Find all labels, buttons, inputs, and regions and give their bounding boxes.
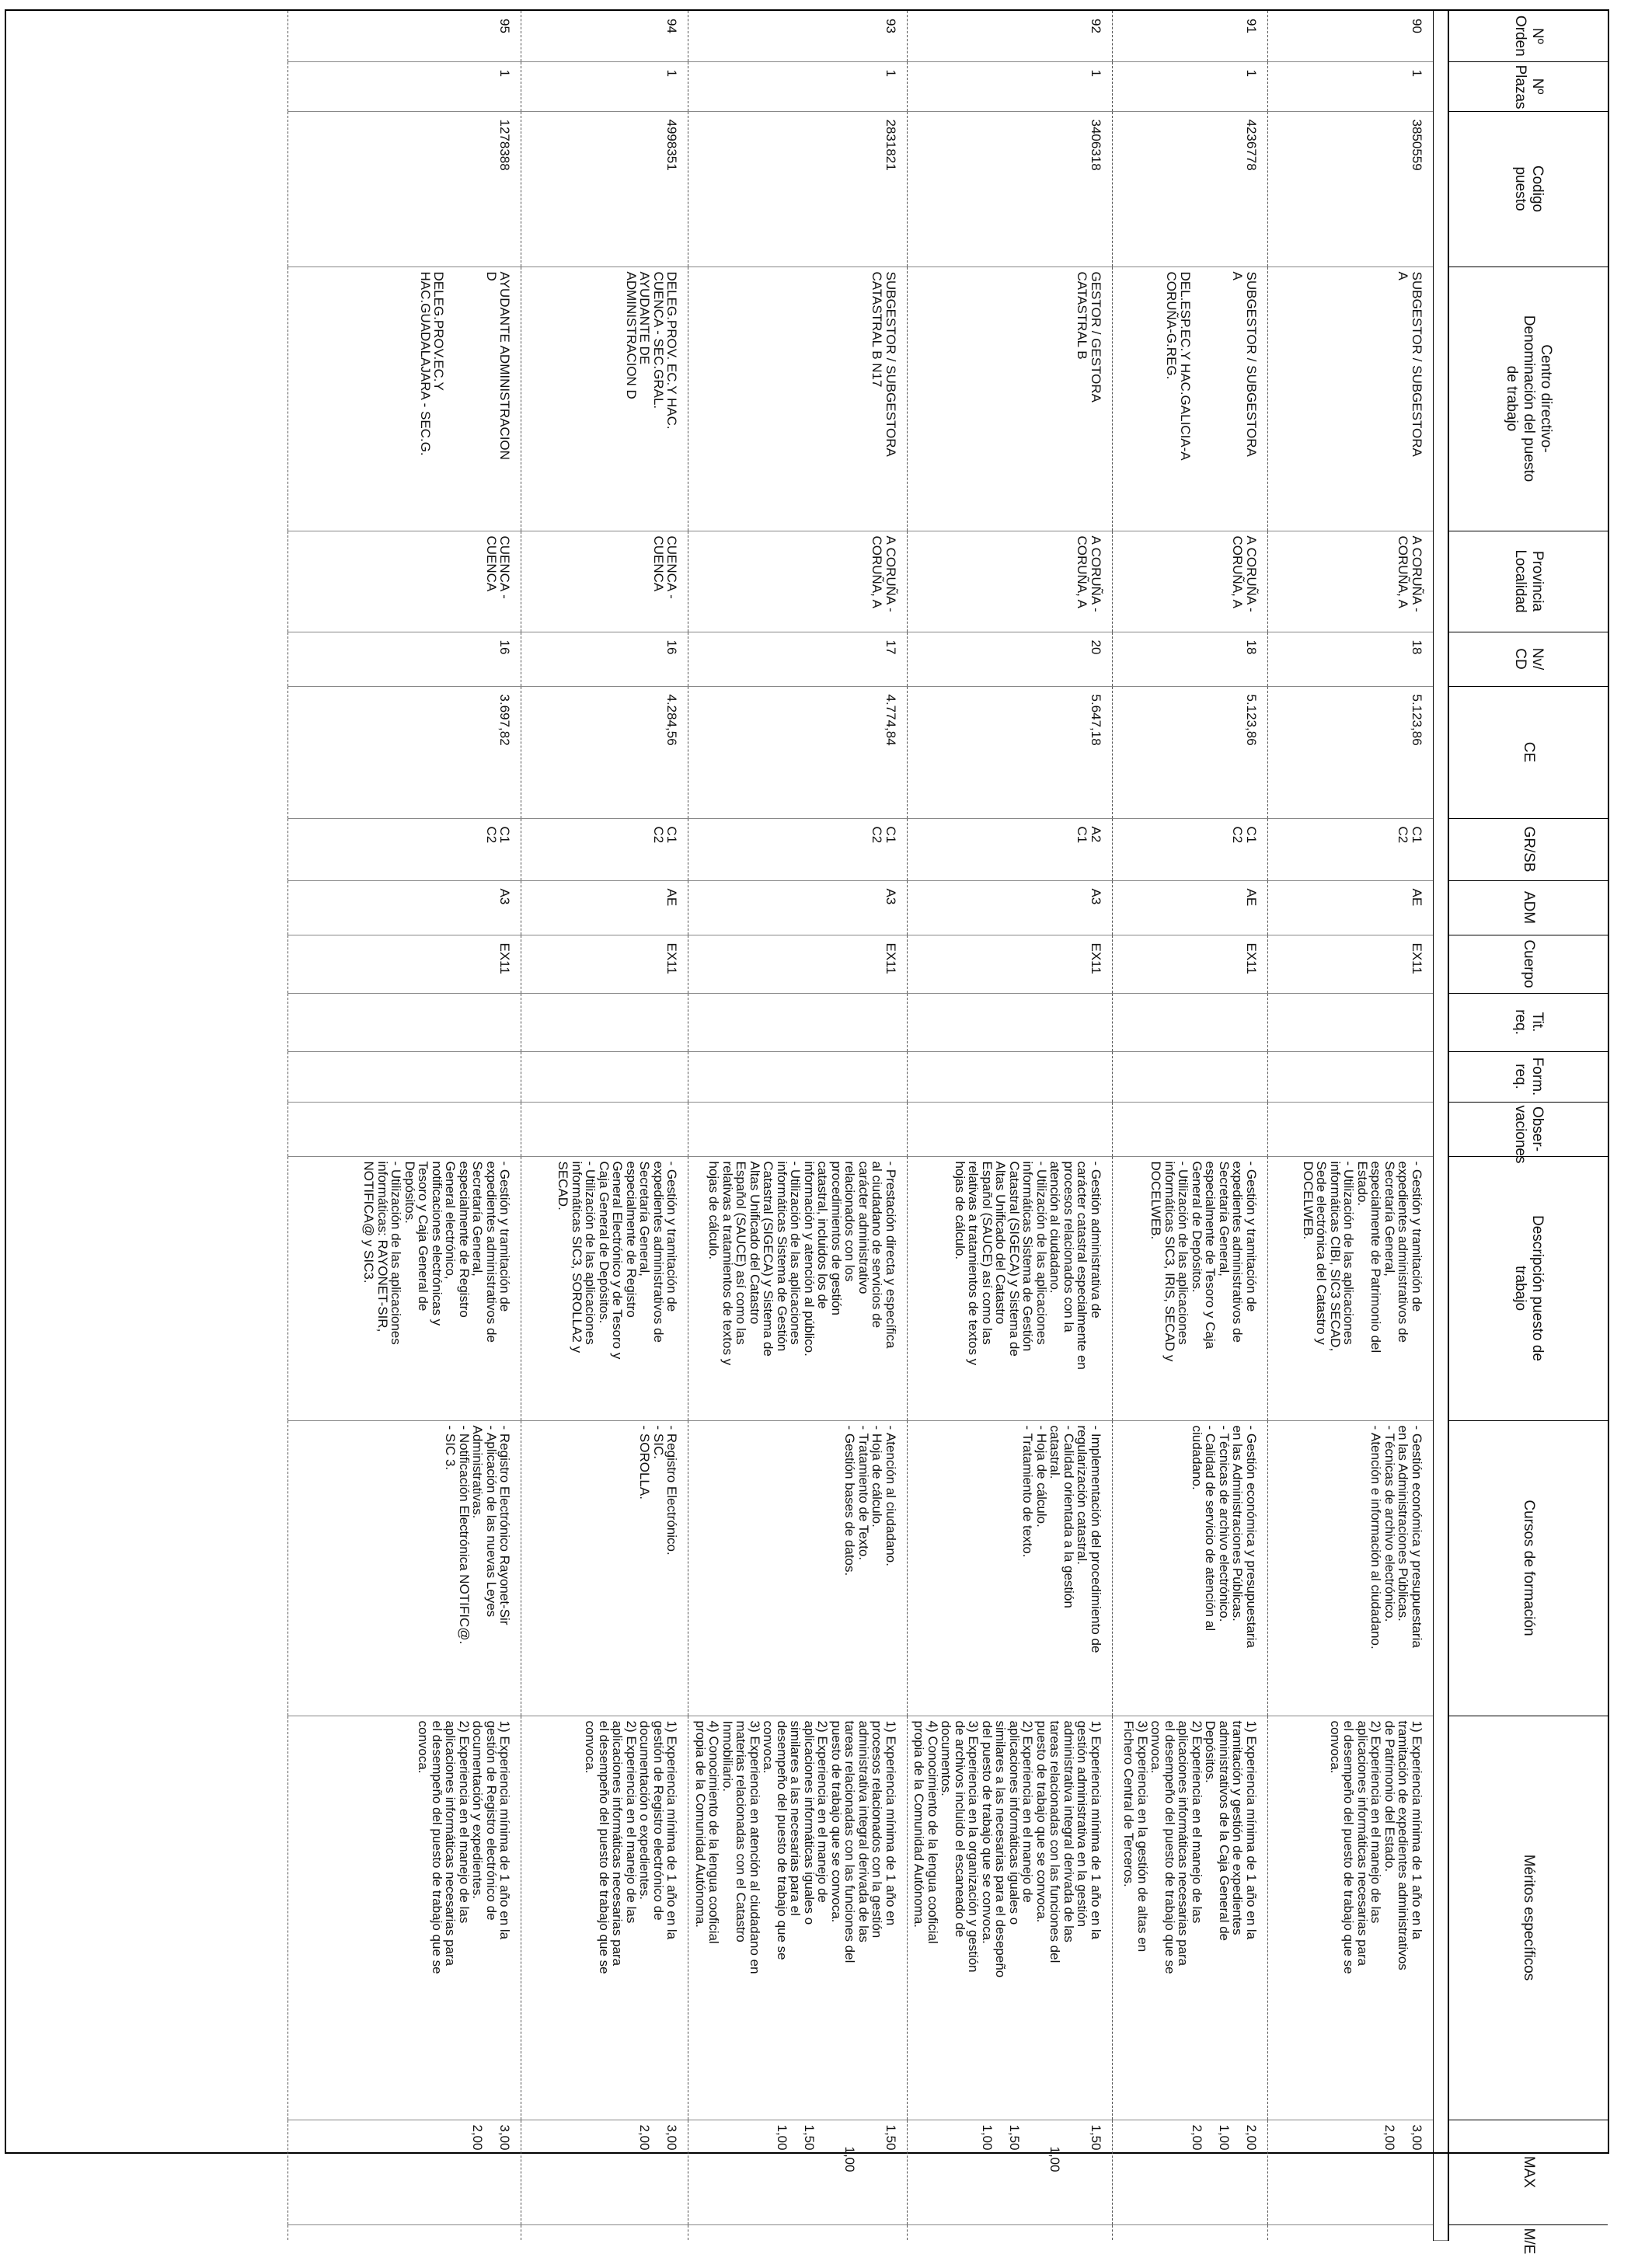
cell-cuerpo: EX11 [908, 935, 1113, 993]
cell-adm: A3 [288, 880, 521, 935]
cell-max [1113, 2120, 1268, 2224]
cell-centro [1113, 267, 1268, 531]
cell-cursos: - Gestión económica y presupuestaria en las Administraciones Públicas. - Técnicas de archivo electrónico. - Calidad de servicio de atención al ciudadano. [1113, 1420, 1268, 1716]
cell-centro [688, 267, 908, 531]
cell-adm: AE [1268, 880, 1434, 935]
cell-cuerpo: EX11 [521, 935, 688, 993]
cell-adm: A3 [688, 880, 908, 935]
table-row [1268, 11, 1434, 2240]
cell-provincia: CUENCA - CUENCA [521, 531, 688, 632]
table-row [288, 11, 521, 2240]
cell-provincia: A CORUÑA - CORUÑA, A [1268, 531, 1434, 632]
cell-orden: 92 [908, 11, 1113, 61]
cell-provincia: CUENCA - CUENCA [288, 531, 521, 632]
table-row [688, 11, 908, 2240]
cell-codigo: 1278388 [288, 111, 521, 267]
cell-plazas: 1 [1113, 61, 1268, 111]
cell-cuerpo: EX11 [288, 935, 521, 993]
header-me: M/E [1448, 2224, 1608, 2240]
header-cuerpo: Cuerpo [1448, 935, 1608, 993]
max-value [1035, 2125, 1049, 2221]
cell-obs [1113, 1102, 1268, 1156]
cell-adm: AE [1113, 880, 1268, 935]
cell-max [1268, 2120, 1434, 2224]
header-obs: Obser- vaciones [1448, 1102, 1608, 1156]
cell-form [288, 1051, 521, 1102]
cell-codigo: 4998351 [521, 111, 688, 267]
header-plazas: Nº Plazas [1448, 61, 1608, 111]
max-value [1396, 2125, 1410, 2221]
cell-plazas: 1 [521, 61, 688, 111]
cell-obs [688, 1102, 908, 1156]
puesto-denominacion: GESTOR / GESTORA CATASTRAL B [1075, 271, 1103, 402]
cell-obs [908, 1102, 1113, 1156]
cell-cuerpo: EX11 [688, 935, 908, 993]
cell-me [1268, 2224, 1434, 2240]
header-codigo: Codigo puesto [1448, 111, 1608, 267]
max-value [1062, 2125, 1076, 2221]
cell-tit [1268, 993, 1434, 1051]
cell-me [288, 2224, 521, 2240]
max-value: 1,00 [775, 2124, 789, 2151]
spacer-row [1434, 11, 1449, 2240]
cell-form [1268, 1051, 1434, 1102]
cell-tit [688, 993, 908, 1051]
cell-tit [1113, 993, 1268, 1051]
header-row [1448, 11, 1608, 2240]
max-value: 1,50 [1089, 2124, 1103, 2151]
cell-provincia: A CORUÑA - CORUÑA, A [908, 531, 1113, 632]
cell-orden: 91 [1113, 11, 1268, 61]
cell-codigo: 4236778 [1113, 111, 1268, 267]
puesto-denominacion: AYUDANTE DE ADMINISTRACION D [624, 271, 653, 399]
header-desc: Descripción puesto de trabajo [1448, 1156, 1608, 1420]
max-value: 1,00 [980, 2124, 995, 2151]
max-value [857, 2125, 871, 2221]
cell-nv: 16 [521, 632, 688, 686]
max-value: 2,00 [470, 2124, 486, 2151]
max-value: 1,00 [1217, 2124, 1232, 2151]
cell-orden: 93 [688, 11, 908, 61]
header-centro: Centro directivo- Denominación del puesto de trabajo [1448, 267, 1608, 531]
centro-directivo-label: DELEG.PROV. EC.Y HAC. CUENCA - SEC.GRAL. [651, 271, 680, 430]
cell-form [908, 1051, 1113, 1102]
cell-max [688, 2120, 908, 2224]
max-value [652, 2125, 666, 2221]
cell-ce: 5.123,86 [1113, 686, 1268, 818]
cell-desc: - Gestión y tramitación de expedientes administrativos de Secretaría General, especialmente de Patrimonio del Estado. - Utilización de las aplicaciones informáticas CIBI, SIC3 SECAD, Sede electrónica del Catastro y DOCELWEB. [1268, 1156, 1434, 1420]
max-value: 2,00 [637, 2124, 653, 2151]
cell-nv: 18 [1113, 632, 1268, 686]
cell-orden: 90 [1268, 11, 1434, 61]
cell-gr: C1 C2 [521, 818, 688, 880]
cell-desc: - Gestión y tramitación de expedientes administrativos de Secretaría General, especialmente de Tesoro y Caja General de Depósitos. - Utilización de las aplicaciones informáticas SIC3, IRIS, SECAD y DOCELWEB. [1113, 1156, 1268, 1420]
max-value: 2,00 [1382, 2124, 1397, 2151]
max-value [870, 2125, 884, 2221]
cell-meritos: 1) Experiencia mínima de 1 año en la tramitación de expedientes administrativos de Patrimonio del Estado. 2) Experiencia en el manejo de las aplicaciones informáticas necesarias para el desempeño del puesto de trabajo que se convoca. [1268, 1716, 1434, 2120]
cell-meritos: 1) Experiencia mínima de 1 año en la tramitación y gestión de expedientes administrativos de la Caja General de Depósitos. 2) Experiencia en el manejo de las aplicaciones informáticas necesarias para el desempeño del puesto de trabajo que se convoca. 3) Experiencia en la gestión de altas en Fichero Central de Terceros. [1113, 1716, 1268, 2120]
cell-centro [521, 267, 688, 531]
cell-gr: C1 C2 [688, 818, 908, 880]
cell-ce: 5.123,86 [1268, 686, 1434, 818]
cell-nv: 18 [1268, 632, 1434, 686]
table-row [521, 11, 688, 2240]
header-adm: ADM [1448, 880, 1608, 935]
max-value [994, 2125, 1008, 2221]
cell-tit [521, 993, 688, 1051]
cell-orden: 95 [288, 11, 521, 61]
cell-form [521, 1051, 688, 1102]
cell-cursos: - Registro Electrónico. - SIC. - SOROLLA. [521, 1420, 688, 1716]
cell-plazas: 1 [1268, 61, 1434, 111]
max-value [816, 2125, 830, 2221]
cell-ce: 5.647,18 [908, 686, 1113, 818]
max-value [1204, 2125, 1218, 2221]
puesto-denominacion: AYUDANTE ADMINISTRACION D [484, 271, 513, 460]
cell-provincia: A CORUÑA - CORUÑA, A [688, 531, 908, 632]
table-row [1113, 11, 1268, 2240]
table-body [288, 11, 1448, 2240]
cell-codigo: 2831821 [688, 111, 908, 267]
cell-form [1113, 1051, 1268, 1102]
cell-desc: - Prestación directa y específica al ciudadano de servicios de carácter administrativo relacionados con los procedimientos de gestión catastral, incluidos los de información y atención al público. - Utilización de las aplicaciones informáticas Sistema de Gestión Catastral (SIGECA) y Sistema de Altas Unificado del Catastro Español (SAUCE) así como las relativas a tratamientos de textos y hojas de cálculo. [688, 1156, 908, 1420]
cell-cursos: - Registro Electrónico Rayonet-Sir - Aplicación de las nuevas Leyes Administrativas. - Notificación Electrónica NOTIFIC@. - SIC 3. [288, 1420, 521, 1716]
cell-ce: 4.774,84 [688, 686, 908, 818]
cell-meritos: 1) Experiencia mínima de 1 año en la gestión de Registro electrónico de documentación o expedientes. 2) Experiencia en el manejo de las aplicaciones informáticas necesarias para el desempeño del puesto de trabajo que se convoca. [521, 1716, 688, 2120]
puesto-denominacion: SUBGESTOR / SUBGESTORA A [1396, 271, 1424, 457]
max-value: 1,50 [884, 2124, 898, 2151]
header-orden: Nº Orden [1448, 11, 1608, 61]
cell-plazas: 1 [288, 61, 521, 111]
header-tit: Tit. req. [1448, 993, 1608, 1051]
table-row [908, 11, 1113, 2240]
cell-desc: - Gestión y tramitación de expedientes administrativos de Secretaría General, especialmente de Registro General Electrónico y de Tesoro y Caja General de Depósitos. - Utilización de las aplicaciones informáticas SIC3, SOROLLA2 y SECAD. [521, 1156, 688, 1420]
cell-tit [288, 993, 521, 1051]
cell-max [521, 2120, 688, 2224]
header-max: MAX [1448, 2120, 1608, 2224]
cell-meritos: 1) Experiencia mínima de 1 año en la gestión de Registro electrónico de documentación y expedientes. 2) Experiencia en el manejo de las aplicaciones informáticas necesarias para el desempeño del puesto de trabajo que se convoca. [288, 1716, 521, 2120]
cell-form [688, 1051, 908, 1102]
centro-directivo-label: DEL.ESP.EC.Y HAC.GALICIA-A CORUÑA-G.REG. [1164, 271, 1193, 461]
cell-cuerpo: EX11 [1113, 935, 1268, 993]
cell-cursos: - Atención al ciudadano. - Hoja de cálculo. - Tratamiento de Texto. - Gestión bases de datos. [688, 1420, 908, 1716]
cell-gr: C1 C2 [1268, 818, 1434, 880]
cell-meritos: 1) Experiencia mínima de 1 año en procesos relacionados con la gestión administrativa integral derivada de las tareas relacionadas con las funciones del puesto de trabajo que se convoca. 2) Experiencia en el manejo de aplicaciones informáticas iguales o similares a las necesarias para el desempeño del puesto de trabajo que se convoca. 3) Experiencia en atención al ciudadano en materias relacionadas con el Catastro Inmobiliario. 4) Conocimiento de la lengua cooficial propia de la Comunidad Autónoma. [688, 1716, 908, 2120]
cell-nv: 16 [288, 632, 521, 686]
cell-obs [288, 1102, 521, 1156]
cell-adm: A3 [908, 880, 1113, 935]
cell-cursos: - Gestión económica y presupuestaria en las Administraciones Públicas. - Técnicas de archivo electrónico. - Atención e información al ciudadano. [1268, 1420, 1434, 1716]
positions-table [288, 11, 1608, 2254]
cell-nv: 17 [688, 632, 908, 686]
cell-me [1113, 2224, 1268, 2240]
max-value: 3,00 [664, 2124, 680, 2151]
cell-me [908, 2224, 1113, 2240]
max-value [1075, 2125, 1089, 2221]
header-gr: GR/SB [1448, 818, 1608, 880]
header-meritos: Méritos específicos [1448, 1716, 1608, 2120]
centro-directivo-label: DELEG.PROV.EC.Y HAC.GUADALAJARA - SEC.G. [418, 271, 447, 456]
cell-codigo: 3406318 [908, 111, 1113, 267]
cell-cursos: - Implementación del procedimiento de regularización catastral. - Calidad orientada a la gestión catastral. - Hoja de cálculo. - Tratamiento de texto. [908, 1420, 1113, 1716]
cell-codigo: 3850559 [1268, 111, 1434, 267]
positions-table-frame [5, 9, 1609, 2254]
max-value [830, 2125, 844, 2221]
cell-ce: 3.697,82 [288, 686, 521, 818]
cell-ce: 4.284,56 [521, 686, 688, 818]
cell-provincia: A CORUÑA - CORUÑA, A [1113, 531, 1268, 632]
header-nv: Nv/ CD [1448, 632, 1608, 686]
max-value: 1,00 [842, 2146, 858, 2172]
max-value: 1,50 [802, 2124, 817, 2151]
max-value: 2,00 [1244, 2124, 1259, 2151]
header-ce: CE [1448, 686, 1608, 818]
cell-max [288, 2120, 521, 2224]
max-value: 2,00 [1190, 2124, 1204, 2151]
cell-orden: 94 [521, 11, 688, 61]
header-cursos: Cursos de formación [1448, 1420, 1608, 1716]
max-value [1021, 2125, 1035, 2221]
cell-desc: - Gestión administrativa de carácter catastral especialmente en procesos relacionados con la atención al ciudadano. - Utilización de las aplicaciones informáticas Sistema de Gestión Catastral (SIGECA) y Sistema de Altas Unificado del Catastro Español (SAUCE) así como las relativas a tratamientos de textos y hojas de cálculo. [908, 1156, 1113, 1420]
cell-me [521, 2224, 688, 2240]
cell-meritos: 1) Experiencia mínima de 1 año en la gestión administrativa en la gestión administrativa integral derivada de las tareas relacionadas con las funciones del puesto de trabajo que se convoca. 2) Experiencia en el manejo de aplicaciones informáticas iguales o similares a las necesarias para el desepeño del puesto de trabajo que se convoca. 3) Experiencia en la organización y gestión de archivos incluido el escaneado de documentos. 4) Conocimiento de la lengua cooficial propia de la Comunidad Autónoma. [908, 1716, 1113, 2120]
cell-me [688, 2224, 908, 2240]
cell-gr: C1 C2 [1113, 818, 1268, 880]
cell-obs [521, 1102, 688, 1156]
header-provincia: Provincia Localidad [1448, 531, 1608, 632]
cell-max [908, 2120, 1113, 2224]
cell-centro [1268, 267, 1434, 531]
cell-centro [288, 267, 521, 531]
puesto-denominacion: SUBGESTOR / SUBGESTORA CATASTRAL B N17 [870, 271, 898, 457]
cell-nv: 20 [908, 632, 1113, 686]
cell-cuerpo: EX11 [1268, 935, 1434, 993]
cell-tit [908, 993, 1113, 1051]
cell-centro [908, 267, 1113, 531]
cell-desc: - Gestión y tramitación de expedientes administrativos de Secretaría General, especialmente de Registro General electrónico, notificaciones electrónicas y Tesoro y Caja General de Depósitos. - Utilización de las aplicaciones informáticas: RAYONET-SIR, NOTIFICA@ y SIC3. [288, 1156, 521, 1420]
cell-adm: AE [521, 880, 688, 935]
cell-obs [1268, 1102, 1434, 1156]
header-form: Form. req. [1448, 1051, 1608, 1102]
max-value: 1,00 [1047, 2146, 1063, 2172]
cell-gr: C1 C2 [288, 818, 521, 880]
cell-plazas: 1 [688, 61, 908, 111]
max-value [1231, 2125, 1245, 2221]
max-value [789, 2125, 803, 2221]
max-value: 1,50 [1007, 2124, 1022, 2151]
max-value: 3,00 [1410, 2124, 1424, 2151]
puesto-denominacion: SUBGESTOR / SUBGESTORA A [1230, 271, 1259, 457]
cell-gr: A2 C1 [908, 818, 1113, 880]
max-value: 3,00 [497, 2124, 513, 2151]
max-value [485, 2125, 499, 2221]
cell-plazas: 1 [908, 61, 1113, 111]
